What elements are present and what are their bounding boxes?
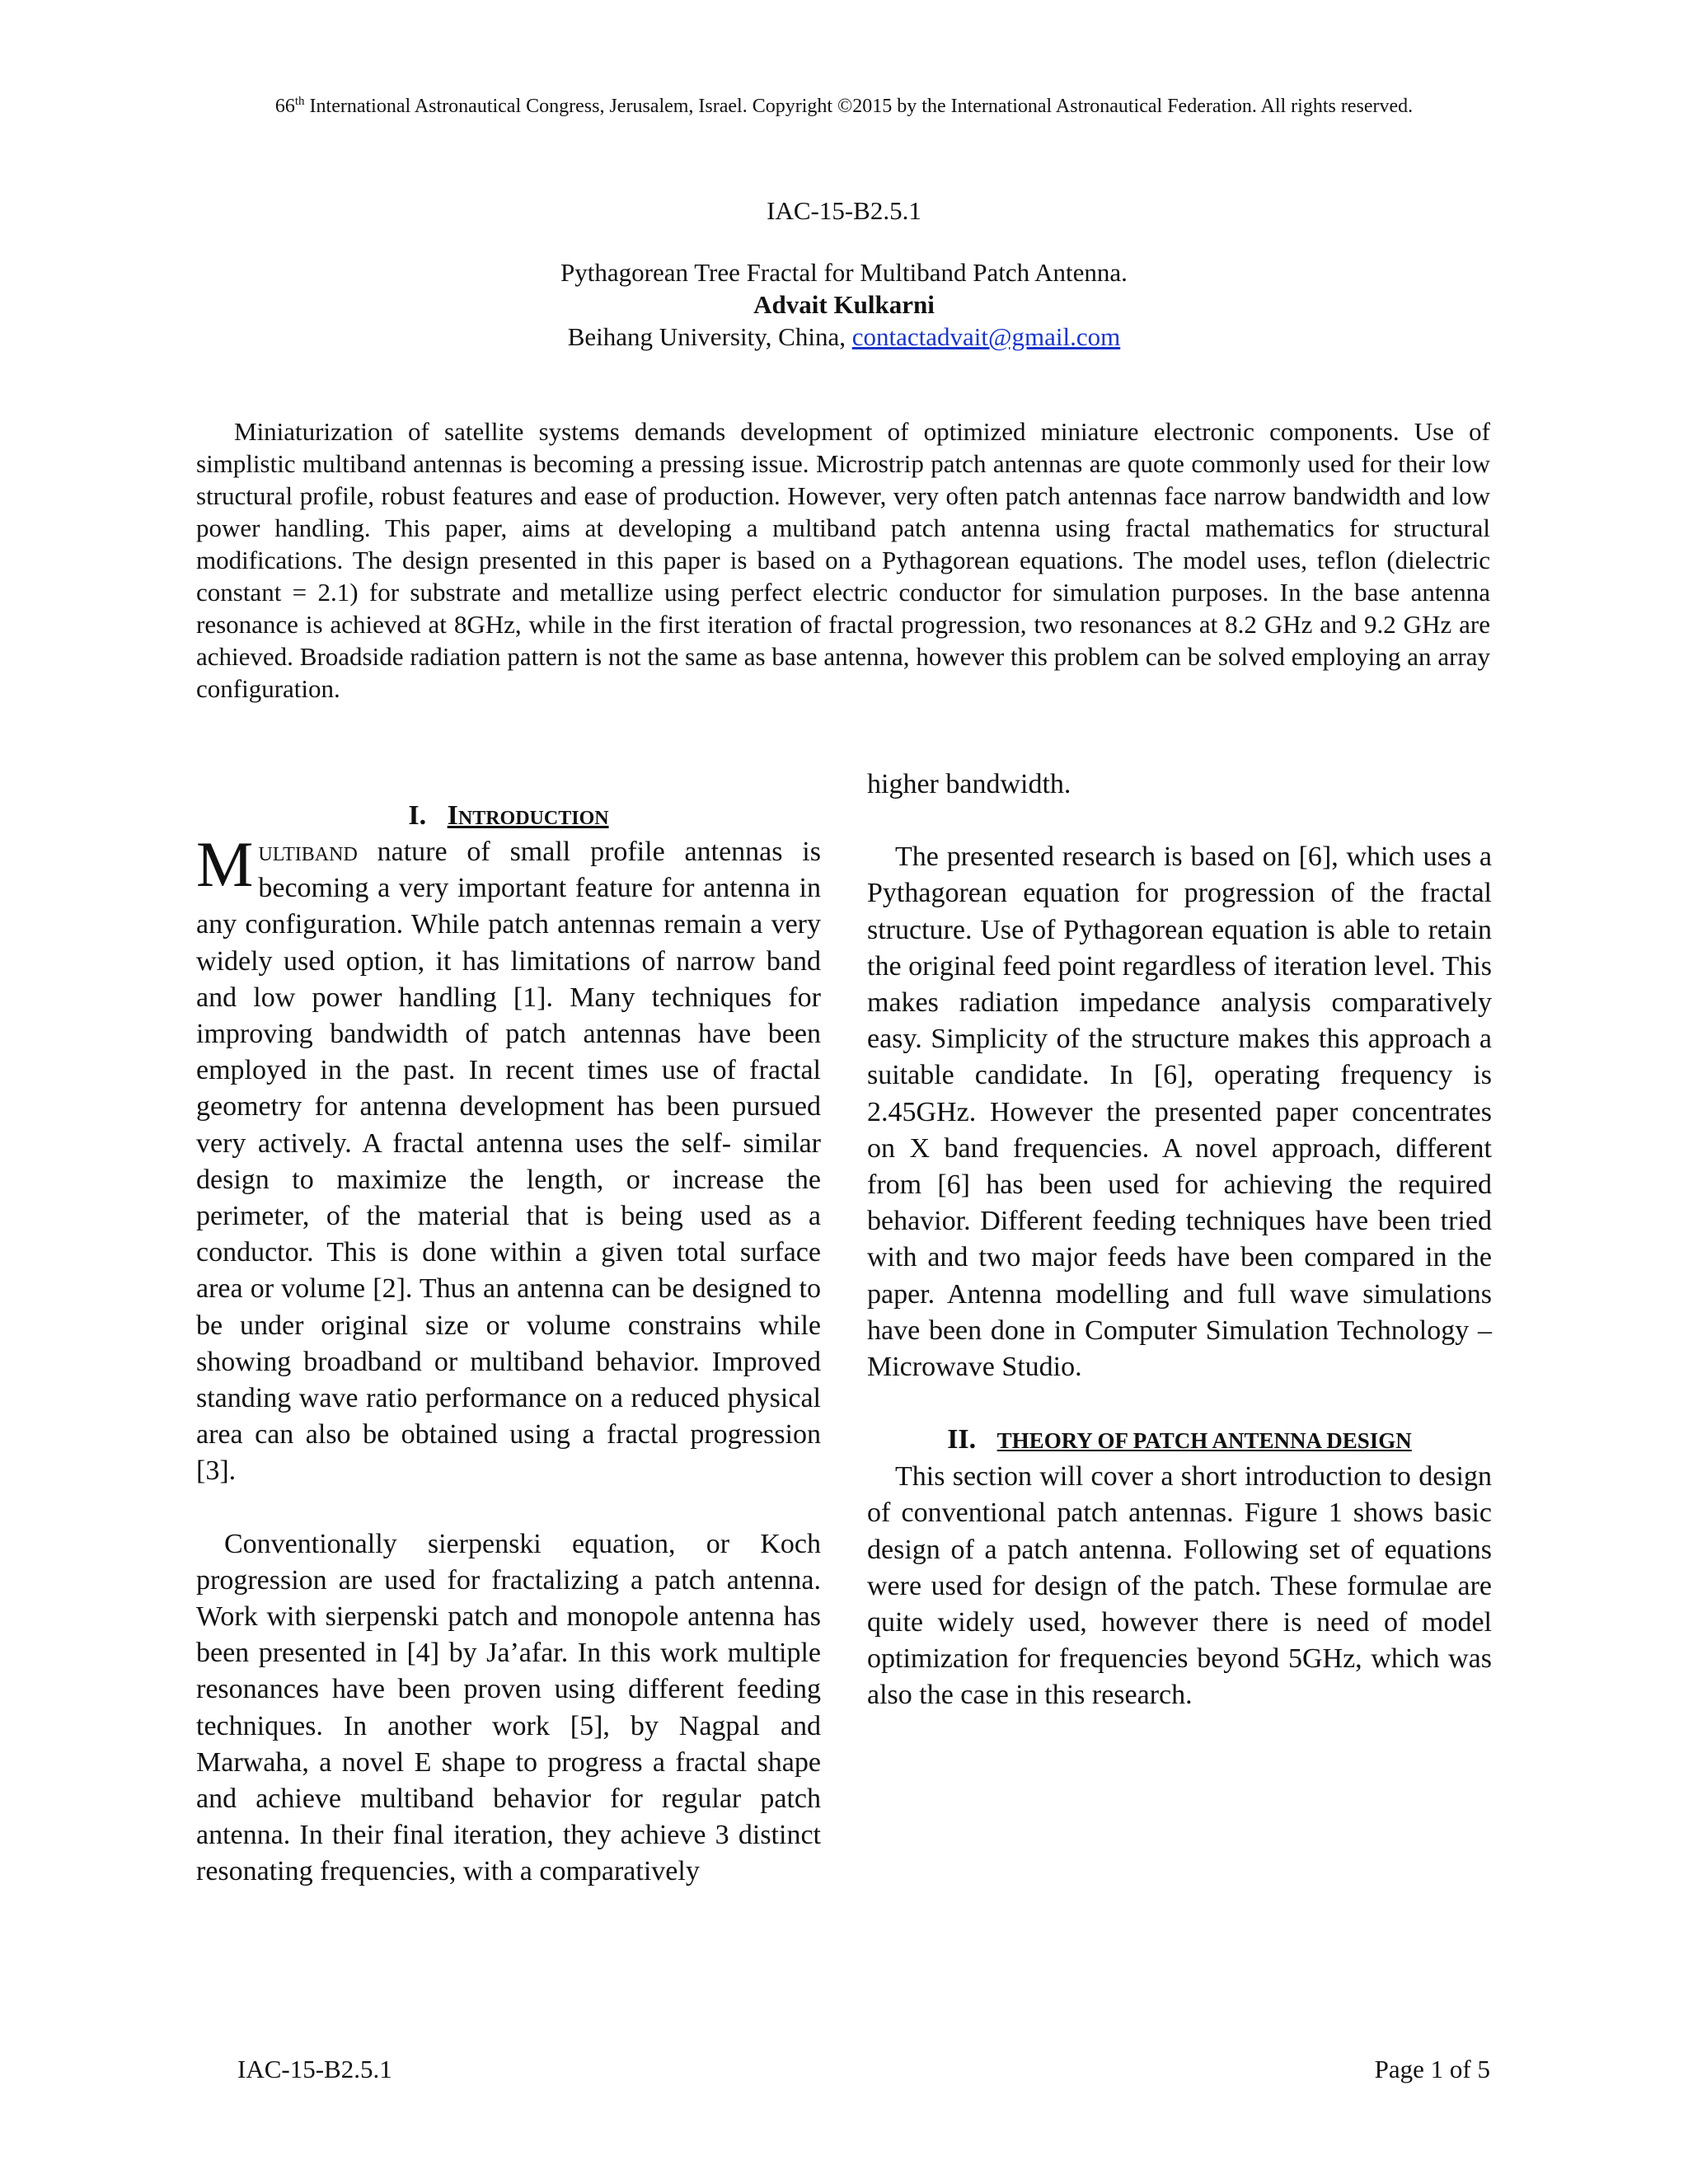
right-column: [867, 766, 1492, 1714]
section-2-heading: [867, 1422, 1492, 1459]
section-1-heading: [196, 798, 821, 834]
footer-paper-id: IAC-15-B2.5.1: [237, 2055, 392, 2083]
paragraph-gap: [196, 1490, 821, 1526]
intro-paragraph-2-continued: higher bandwidth.: [867, 769, 1071, 799]
paper-title: Pythagorean Tree Fractal for Multiband Patch Antenna.: [560, 258, 1128, 287]
intro-paragraph-1-text: nature of small profile antennas is becoming a very important feature for antenna in any configuration. While patch antennas remain a very widely used option, it has limitations of narrow band and low power handling [1]. Many techniques for improving bandwidth of patch antennas have been employed in the past. In recent times use of fractal geometry for antenna development has been pursued very actively. A fractal antenna uses the self- similar design to maximize the length, or increase the perimeter, of the material that is being used as a conductor. This is done within a given total surface area or volume [2]. Thus an antenna can be designed to be under original size or volume constrains while showing broadband or multiband behavior. Improved standing wave ratio performance on a reduced physical area can also be obtained using a fractal progression [3].: [196, 837, 821, 1487]
intro-paragraph-3: The presented research is based on [6], which uses a Pythagorean equation for progression of the fractal structure. Use of Pythagorean equation is able to retain the original feed point regardless of iteration level. This makes radiation impedance analysis comparatively easy. Simplicity of the structure makes this approach a suitable candidate. In [6], operating frequency is 2.45GHz. However the presented paper concentrates on X band frequencies. A novel approach, different from [6] has been used for achieving the required behavior. Different feeding techniques have been tried with and two major feeds have been compared in the paper. Antenna modelling and full wave simulations have been done in Computer Simulation Technology – Microwave Studio.: [867, 841, 1492, 1383]
drop-cap: M: [196, 828, 254, 900]
affiliation-line: [0, 321, 1688, 353]
intro-paragraph-2: Conventionally sierpenski equation, or Koch progression are used for fractalizing a patch antenna. Work with sierpenski patch and monopole antenna has been presented in [4] by Ja’afar. In this work multiple resonances have been proven using different feeding techniques. In another work [5], by Nagpal and Marwaha, a novel E shape to progress a fractal shape and achieve multiband behavior for regular patch antenna. In their final iteration, they achieve 3 distinct resonating frequencies, with a comparatively: [196, 1528, 821, 1887]
intro-paragraph-1: [196, 828, 821, 1490]
header-text: International Astronautical Congress, Jerusalem, Israel. Copyright ©2015 by the International Astronautical Federation. All rights reserved.: [304, 96, 1414, 117]
paragraph-gap: [867, 803, 1492, 839]
abstract: Miniaturization of satellite systems demands development of optimized miniature electronic components. Use of simplistic multiband antennas is becoming a pressing issue. Microstrip patch antennas are quote commonly used for their low structural profile, robust features and ease of production. However, very often patch antennas face narrow bandwidth and low power handling. This paper, aims at developing a multiband patch antenna using fractal mathematics for structural modifications. The design presented in this paper is based on a Pythagorean equations. The model uses, teflon (dielectric constant = 2.1) for substrate and metallize using perfect electric conductor for simulation purposes. In the base antenna resonance is achieved at 8GHz, while in the first iteration of fractal progression, two resonances at 8.2 GHz and 9.2 GHz are achieved. Broadside radiation pattern is not the same as base antenna, however this problem can be solved employing an array configuration.: [196, 417, 1490, 703]
section-2-title: THEORY OF PATCH ANTENNA DESIGN: [996, 1428, 1412, 1454]
section-1-number: I.: [408, 800, 427, 831]
section-1-title: Introduction: [447, 800, 609, 831]
section-2-number: II.: [947, 1424, 977, 1455]
affiliation: Beihang University, China,: [567, 322, 852, 351]
author-name: Advait Kulkarni: [753, 290, 935, 319]
email-link[interactable]: contactadvait@gmail.com: [851, 322, 1121, 351]
header-prefix: 66: [274, 96, 295, 117]
lead-word: ultiband: [258, 837, 358, 867]
left-column: [196, 798, 821, 1891]
paper-id: IAC-15-B2.5.1: [767, 196, 921, 225]
conference-header: [0, 95, 1688, 118]
footer-page-number: Page 1 of 5: [1374, 2055, 1490, 2083]
title-block: [0, 194, 1688, 353]
section-2-paragraph-1: This section will cover a short introduction to design of conventional patch antennas. Figure 1 shows basic design of a patch antenna. Following set of equations were used for design of the patch. These formulae are quite widely used, however there is need of model optimization for frequencies beyond 5GHz, which was also the case in this research.: [867, 1461, 1492, 1711]
paragraph-gap: [867, 1385, 1492, 1422]
header-superscript: th: [294, 95, 305, 108]
